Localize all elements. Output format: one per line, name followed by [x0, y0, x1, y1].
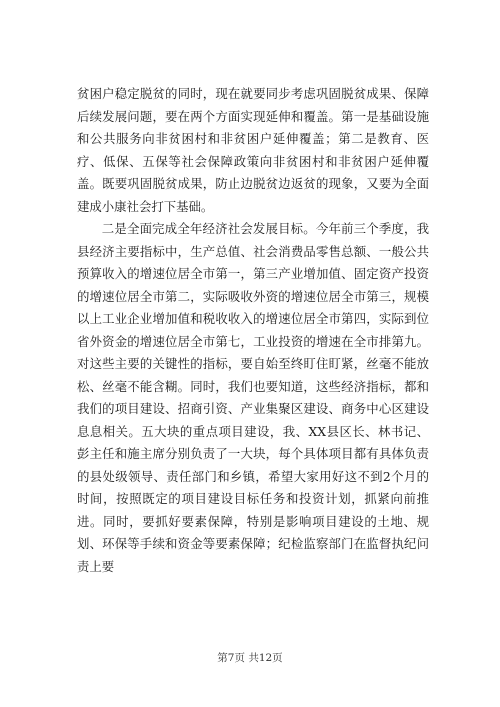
- paragraph-economic-targets: 二是全面完成全年经济社会发展目标。今年前三个季度，我县经济主要指标中，生产总值、社会消费品零售总额、一般公共预算收入的增速位居全市第一，第三产业增加值、固定资产投资的增速位居全市第二，实际吸收外资的增速位居全市第三，规模以上工业企业增加值和税收收入的增速位居全市第四，实际到位省外资金的增速位居全市第七，工业投资的增速在全市排第九。对这些主要的关键性的指标，要自始至终盯住盯紧，丝毫不能放松、丝毫不能含糊。同时，我们也要知道，这些经济指标，都和我们的项目建设、招商引资、产业集聚区建设、商务中心区建设息息相关。五大块的重点项目建设，我、XX县区长、林书记、彭主任和施主席分别负责了一大块，每个具体项目都有具体负责的县处级领导、责任部门和乡镇，希望大家用好这不到2个月的时间，按照既定的项目建设目标任务和投资计划，抓紧向前推进。同时，要抓好要素保障，特别是影响项目建设的土地、规划、环保等手续和资金等要素保障；纪检监察部门在监督执纪问责上要: [77, 221, 429, 574]
- paragraph-continuation: 贫困户稳定脱贫的同时，现在就要同步考虑巩固脱贫成果、保障后续发展问题，要在两个方面实现延伸和覆盖。第一是基础设施和公共服务向非贫困村和非贫困户延伸覆盖；第二是教育、医疗、低保、五保等社会保障政策向非贫困村和非贫困户延伸覆盖。既要巩固脱贫成果，防止边脱贫边返贫的现象，又要为全面建成小康社会打下基础。: [77, 86, 429, 214]
- body-text: [77, 83, 429, 578]
- page-number-footer: 第7页 共12页: [217, 652, 283, 664]
